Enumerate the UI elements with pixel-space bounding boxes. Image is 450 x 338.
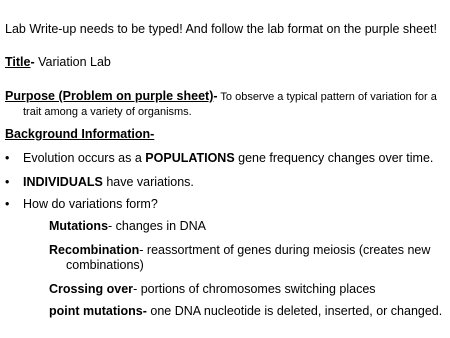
sub-item-crossing-over-def: - portions of chromosomes switching places (133, 282, 376, 296)
purpose-label: Purpose (Problem on purple sheet) (5, 89, 214, 103)
bullet-marker-3: • (5, 197, 10, 211)
header-line-text: Lab Write-up needs to be typed! And follow the lab format on the purple sheet! (5, 22, 437, 36)
sub-item-crossing-over-term: Crossing over (49, 282, 134, 296)
sub-item-mutations (49, 219, 206, 234)
bullet-2-post: have variations. (102, 175, 194, 189)
sub-item-recombination-term: Recombination (49, 243, 140, 257)
title-text: Variation Lab (34, 55, 111, 69)
sub-item-recombination-def-line2: combinations) (66, 258, 144, 272)
title-label: Title (5, 55, 31, 69)
sub-item-crossing-over (49, 282, 376, 297)
bullet-3-pre: How do variations form? (23, 197, 158, 211)
sub-item-recombination-def: - reassortment of genes during meiosis (creates new (139, 243, 431, 257)
bullet-text-1 (23, 151, 433, 166)
background-heading-line (5, 127, 154, 142)
purpose-separator: - (213, 89, 218, 103)
sub-item-point-mutations-def: one DNA nucleotide is deleted, inserted, or changed. (146, 304, 443, 318)
title-line (5, 55, 111, 70)
bullet-text-3 (23, 197, 158, 212)
bullet-marker-1: • (5, 151, 10, 165)
sub-item-mutations-def: - changes in DNA (108, 219, 206, 233)
bullet-text-2 (23, 175, 194, 190)
bullet-1-pre: Evolution occurs as a (23, 151, 146, 165)
background-heading: Background Information- (5, 127, 155, 141)
bullet-marker-2: • (5, 175, 10, 189)
header-line (5, 22, 437, 37)
title-separator: - (30, 55, 35, 69)
purpose-text-line2: trait among a variety of organisms. (23, 106, 192, 118)
bullet-2-bold: INDIVIDUALS (23, 175, 103, 189)
sub-item-mutations-term: Mutations (49, 219, 109, 233)
purpose-text-line1: To observe a typical pattern of variation for a (217, 91, 437, 103)
purpose-line (5, 89, 437, 105)
sub-item-recombination (49, 243, 430, 258)
bullet-1-post: gene frequency changes over time. (234, 151, 434, 165)
sub-item-point-mutations-term: point mutations- (49, 304, 147, 318)
sub-item-point-mutations (49, 304, 442, 319)
bullet-1-bold: POPULATIONS (145, 151, 235, 165)
